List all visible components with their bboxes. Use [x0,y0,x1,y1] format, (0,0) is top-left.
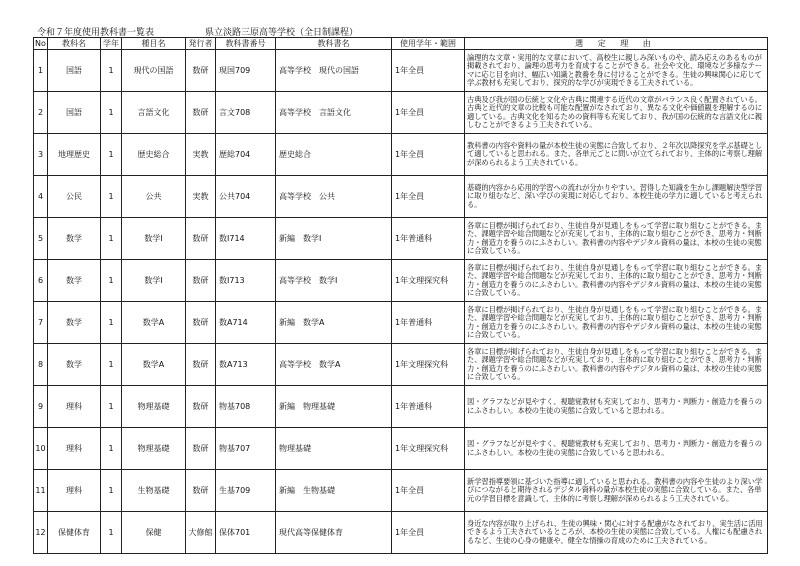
cell-scope: 1年全員 [392,50,465,92]
cell-subject: 国語 [48,92,101,134]
cell-scope: 1年普通科 [392,218,465,260]
cell-course: 数学Ⅰ [122,218,186,260]
cell-grade: 1 [101,470,122,512]
cell-book: 高等学校 数学Ⅰ [276,260,392,302]
header-course: 種目名 [122,38,186,50]
cell-grade: 1 [101,50,122,92]
cell-reason: 論理的な文章・実用的な文章において、高校生に親しみ深いものや、読み応えのあるものが掲載されており、論理の思考力を育成することができる。社会や文化、環境など多様なテーマに応じ目を向け、幅広い知識と教養を身に付けることができる。生徒の興味関心に応じて学ぶ教材も充実しており、探究的な学びが実現できる工夫されている。 [465,50,768,92]
cell-scope: 1年全員 [392,176,465,218]
cell-book: 歴史総合 [276,134,392,176]
cell-course: 物理基礎 [122,428,186,470]
textbook-table [33,37,768,554]
cell-reason: 新学習指導要領に基づいた指導に適していると思われる。教科書の内容や生徒のより深い学びにつながると期待されるデジタル資料の量が本校生徒の実態に合致している。また、各単元の学習目標を意識して、主体的に考察し理解が深められるよう工夫されている。 [465,470,768,512]
table-row [34,512,768,554]
list-title: 令和７年度使用教科書一覧表 [37,28,155,38]
cell-subject: 保健体育 [48,512,101,554]
cell-no: 6 [34,260,48,302]
cell-publisher: 数研 [186,344,216,386]
cell-book: 高等学校 公共 [276,176,392,218]
header-grade: 学年 [101,38,122,50]
cell-reason: 図・グラフなどが見やすく、視聴覚教材も充実しており、思考力・判断力・創造力を養うのにふさわしい。本校の生徒の実態に合致していると思われる。 [465,386,768,428]
cell-publisher: 実教 [186,134,216,176]
cell-subject: 数学 [48,260,101,302]
cell-publisher: 数研 [186,428,216,470]
cell-course: 現代の国語 [122,50,186,92]
cell-grade: 1 [101,512,122,554]
cell-course: 生物基礎 [122,470,186,512]
cell-publisher: 実教 [186,176,216,218]
cell-grade: 1 [101,218,122,260]
table-row [34,470,768,512]
header-subject: 教科名 [48,38,101,50]
cell-code: 保体701 [216,512,276,554]
cell-course: 数学A [122,344,186,386]
cell-no: 11 [34,470,48,512]
cell-code: 生基709 [216,470,276,512]
cell-subject: 地理歴史 [48,134,101,176]
cell-grade: 1 [101,134,122,176]
header-scope: 使用学年・範囲 [392,38,465,50]
header-publisher: 発行者 [186,38,216,50]
cell-no: 4 [34,176,48,218]
cell-reason: 教科書の内容や資料の量が本校生徒の実態に合致しており、２年次以降探究を学ぶ基礎として適していると思われる。また、各単元ごとに問いが立てられており、主体的に考察し理解が深められるよう工夫されている。 [465,134,768,176]
cell-reason: 各章に目標が掲げられており、生徒自身が見通しをもって学習に取り組むことができる。また、課題学習や総合問題などが充実しており、主体的に取り組むことができ、思考力・判断力・創造力を養うのにふさわしい。教科書の内容やデジタル資料の量は、本校の生徒の実態に合致している。 [465,302,768,344]
cell-code: 数Ⅰ714 [216,218,276,260]
cell-scope: 1年文理探究科 [392,428,465,470]
cell-subject: 公民 [48,176,101,218]
cell-course: 数学Ⅰ [122,260,186,302]
cell-subject: 数学 [48,218,101,260]
cell-code: 数Ⅰ713 [216,260,276,302]
cell-course: 公共 [122,176,186,218]
cell-subject: 理科 [48,428,101,470]
cell-book: 高等学校 現代の国語 [276,50,392,92]
cell-book: 新編 物理基礎 [276,386,392,428]
header-book: 教科書名 [276,38,392,50]
cell-scope: 1年全員 [392,470,465,512]
cell-code: 公共704 [216,176,276,218]
cell-publisher: 数研 [186,386,216,428]
cell-grade: 1 [101,344,122,386]
cell-publisher: 数研 [186,92,216,134]
table-row [34,50,768,92]
cell-course: 言語文化 [122,92,186,134]
table-row [34,386,768,428]
cell-code: 言文708 [216,92,276,134]
table-row [34,260,768,302]
cell-reason: 図・グラフなどが見やすく、視聴覚教材も充実しており、思考力・判断力・創造力を養うのにふさわしい。本校の生徒の実態に合致していると思われる。 [465,428,768,470]
cell-publisher: 数研 [186,50,216,92]
cell-book: 新編 生物基礎 [276,470,392,512]
cell-publisher: 数研 [186,260,216,302]
cell-scope: 1年文理探究科 [392,344,465,386]
cell-reason: 各章に目標が掲げられており、生徒自身が見通しをもって学習に取り組むことができる。また、課題学習や総合問題などが充実しており、主体的に取り組むことができ、思考力・判断力・創造力を養うのにふさわしい。教科書の内容やデジタル資料の量は、本校の生徒の実態に合致している。 [465,344,768,386]
cell-book: 新編 数学A [276,302,392,344]
cell-subject: 国語 [48,50,101,92]
cell-code: 物基707 [216,428,276,470]
cell-no: 3 [34,134,48,176]
table-row [34,344,768,386]
cell-book: 物理基礎 [276,428,392,470]
cell-scope: 1年全員 [392,512,465,554]
cell-grade: 1 [101,386,122,428]
cell-grade: 1 [101,302,122,344]
cell-publisher: 数研 [186,218,216,260]
cell-no: 12 [34,512,48,554]
cell-book: 現代高等保健体育 [276,512,392,554]
cell-no: 10 [34,428,48,470]
cell-reason: 各章に目標が掲げられており、生徒自身が見通しをもって学習に取り組むことができる。また、課題学習や総合問題などが充実しており、主体的に取り組むことができ、思考力・判断力・創造力を養うのにふさわしい。教科書の内容やデジタル資料の量は、本校の生徒の実態に合致している。 [465,260,768,302]
cell-reason: 基礎的内容から応用的学習への流れが分かりやすい。習得した知識を生かし課題解決型学習に取り組むなど、深い学びの実現に対応しており、本校生徒の学力に適していると考えられる。 [465,176,768,218]
cell-course: 歴史総合 [122,134,186,176]
cell-no: 2 [34,92,48,134]
cell-code: 現国709 [216,50,276,92]
cell-book: 高等学校 数学A [276,344,392,386]
cell-code: 物基708 [216,386,276,428]
cell-grade: 1 [101,260,122,302]
cell-no: 8 [34,344,48,386]
cell-scope: 1年全員 [392,92,465,134]
cell-subject: 理科 [48,386,101,428]
cell-no: 5 [34,218,48,260]
cell-grade: 1 [101,428,122,470]
table-row [34,302,768,344]
header-no: No [35,39,46,48]
cell-code: 数A713 [216,344,276,386]
cell-grade: 1 [101,92,122,134]
cell-subject: 理科 [48,470,101,512]
cell-reason: 古典及び我が国の伝統と文化や古典に関連する近代の文章がバランス良く配置されている。古典と近代的文章の比較も可能な配置がなされており、異なる文化や価値観を理解するのに適している。古典文化を知るための資料等も充実しており、我が国の伝統的な言語文化に親しむことができるよう工夫されている。 [465,92,768,134]
table-row [34,176,768,218]
cell-scope: 1年文理探究科 [392,260,465,302]
cell-book: 高等学校 言語文化 [276,92,392,134]
cell-book: 新編 数学Ⅰ [276,218,392,260]
cell-publisher: 大修館 [186,512,216,554]
header-reason: 選 定 理 由 [465,38,768,50]
cell-course: 物理基礎 [122,386,186,428]
cell-reason: 各章に目標が掲げられており、生徒自身が見通しをもって学習に取り組むことができる。また、課題学習や総合問題などが充実しており、主体的に取り組むことができ、思考力・判断力・創造力を養うのにふさわしい。教科書の内容やデジタル資料の量は、本校の生徒の実態に合致している。 [465,218,768,260]
cell-course: 保健 [122,512,186,554]
cell-course: 数学A [122,302,186,344]
cell-scope: 1年普通科 [392,302,465,344]
cell-reason: 身近な内容が取り上げられ、生徒の興味・関心に対する配慮がなされており、実生活に活用できるよう工夫されているところが、本校の生徒の実態に合致している。人権にも配慮されるなど、生徒の心身の健康や、健全な情操の育成のために工夫されている。 [465,512,768,554]
cell-no: 1 [34,50,48,92]
cell-code: 歴総704 [216,134,276,176]
cell-no: 9 [34,386,48,428]
cell-code: 数A714 [216,302,276,344]
cell-scope: 1年全員 [392,134,465,176]
table-row [34,218,768,260]
header-code: 教科書番号 [216,38,276,50]
cell-publisher: 数研 [186,470,216,512]
cell-subject: 数学 [48,344,101,386]
cell-subject: 数学 [48,302,101,344]
table-row [34,92,768,134]
cell-scope: 1年普通科 [392,386,465,428]
table-row [34,428,768,470]
cell-publisher: 数研 [186,302,216,344]
cell-grade: 1 [101,176,122,218]
table-row [34,134,768,176]
table-header-row [34,38,768,50]
school-name: 県立淡路三原高等学校（全日制課程） [205,28,359,38]
cell-no: 7 [34,302,48,344]
